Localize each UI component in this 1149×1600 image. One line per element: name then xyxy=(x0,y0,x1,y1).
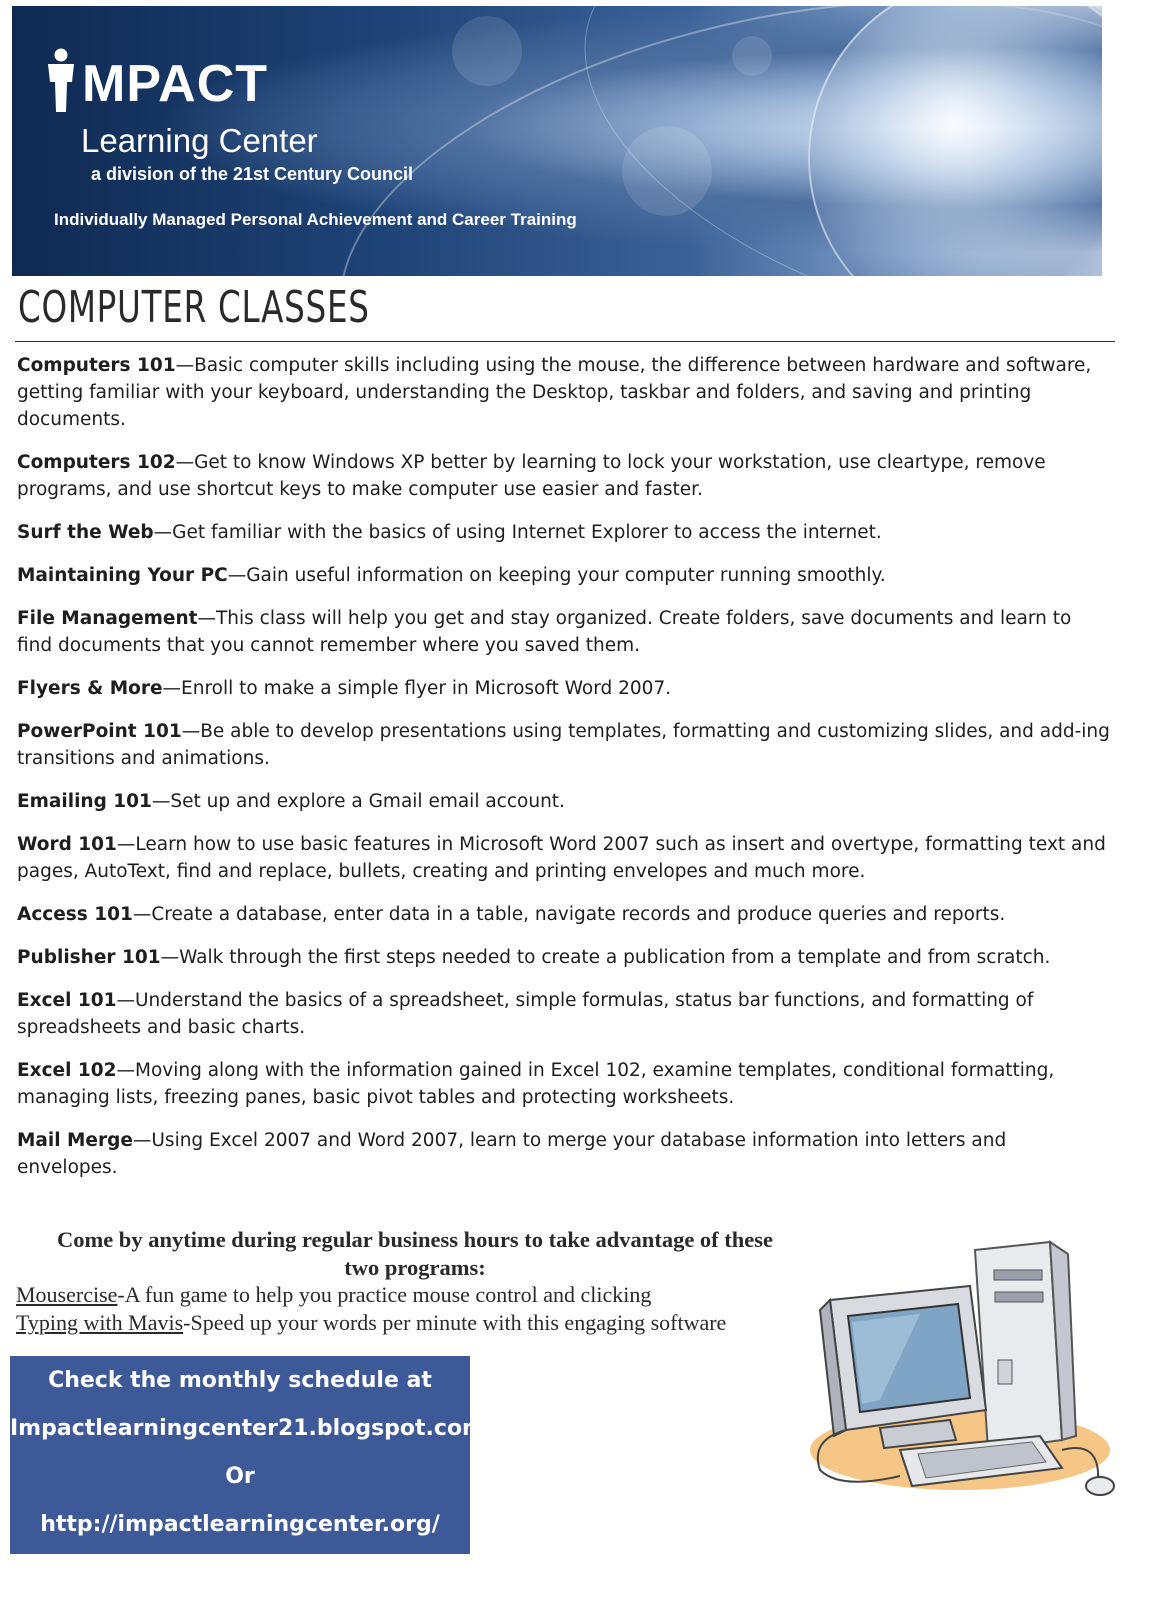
class-name: Flyers & More xyxy=(17,678,163,699)
class-list xyxy=(17,352,1112,1197)
header-banner xyxy=(12,6,1102,276)
schedule-or: Or xyxy=(225,1464,255,1489)
class-name: Excel 102 xyxy=(17,1060,117,1081)
class-description: —Get to know Windows XP better by learning to lock your workstation, use cleartype, remove programs, and use shortcut keys to make computer use easier and faster. xyxy=(17,452,1046,500)
class-item xyxy=(17,562,1112,589)
class-description: —Understand the basics of a spreadsheet, simple formulas, status bar functions, and formatting of spreadsheets and basic charts. xyxy=(17,990,1034,1038)
class-item xyxy=(17,987,1112,1041)
learning-center-title: Learning Center xyxy=(81,122,318,159)
program-name: Mousercise xyxy=(16,1282,118,1307)
blog-url: Impactlearningcenter21.blogspot.com xyxy=(10,1416,485,1441)
class-description: —Using Excel 2007 and Word 2007, learn to merge your database information into letters and envelopes. xyxy=(17,1130,1007,1178)
class-description: —Learn how to use basic features in Microsoft Word 2007 such as insert and overtype, formatting text and pages, AutoText, find and replace, bullets, creating and printing envelopes and much more. xyxy=(17,834,1106,882)
program-name: Typing with Mavis xyxy=(16,1310,184,1335)
class-name: Publisher 101 xyxy=(17,947,161,968)
class-description: —Get familiar with the basics of using Internet Explorer to access the internet. xyxy=(153,522,882,543)
class-description: —This class will help you get and stay organized. Create folders, save documents and learn to find documents that you cannot remember where you saved them. xyxy=(17,608,1072,656)
programs-heading xyxy=(20,1226,810,1282)
page-title: COMPUTER CLASSES xyxy=(18,282,370,333)
class-name: Surf the Web xyxy=(17,522,154,543)
program-description: -Speed up your words per minute with this engaging software xyxy=(183,1310,727,1335)
class-item xyxy=(17,1057,1112,1111)
program-item xyxy=(16,1310,726,1336)
class-item xyxy=(17,831,1112,885)
class-name: Computers 102 xyxy=(17,452,176,473)
programs-heading-line: two programs: xyxy=(344,1255,486,1280)
class-item xyxy=(17,519,1112,546)
class-item xyxy=(17,675,1112,702)
class-description: —Walk through the first steps needed to create a publication from a template and from scratch. xyxy=(160,947,1051,968)
class-item xyxy=(17,944,1112,971)
class-description: —Be able to develop presentations using templates, formatting and customizing slides, and add-ing transitions and animations. xyxy=(17,721,1110,769)
class-description: —Set up and explore a Gmail email account. xyxy=(151,791,565,812)
class-item xyxy=(17,901,1112,928)
class-description: —Moving along with the information gained in Excel 102, examine templates, conditional formatting, managing lists, freezing panes, basic pivot tables and protecting worksheets. xyxy=(17,1060,1055,1108)
class-name: Access 101 xyxy=(17,904,133,925)
division-subtitle: a division of the 21st Century Council xyxy=(91,164,414,184)
bokeh-light xyxy=(732,36,772,76)
class-item xyxy=(17,718,1112,772)
class-description: —Create a database, enter data in a table, navigate records and produce queries and reports. xyxy=(132,904,1006,925)
computer-illustration-icon xyxy=(800,1240,1130,1500)
class-name: Excel 101 xyxy=(17,990,117,1011)
class-item xyxy=(17,352,1112,433)
person-logo-icon xyxy=(46,48,76,114)
logo-text: MPACT xyxy=(82,55,269,113)
schedule-box xyxy=(10,1356,485,1554)
globe-graphic xyxy=(808,6,1102,276)
class-name: Maintaining Your PC xyxy=(17,565,228,586)
class-item xyxy=(17,1127,1112,1181)
class-item xyxy=(17,788,1112,815)
programs-heading-line: Come by anytime during regular business hours to take advantage of these xyxy=(56,1227,774,1252)
class-name: Computers 101 xyxy=(17,355,176,376)
bokeh-light xyxy=(622,126,712,216)
class-name: Mail Merge xyxy=(17,1130,133,1151)
class-name: PowerPoint 101 xyxy=(17,721,182,742)
program-item xyxy=(16,1282,651,1308)
website-url: http://impactlearningcenter.org/ xyxy=(40,1512,440,1537)
heading-divider xyxy=(15,341,1115,342)
class-description: —Basic computer skills including using the mouse, the difference between hardware and software, getting familiar with your keyboard, understanding the Desktop, taskbar and folders, and saving and printing documents. xyxy=(17,355,1092,430)
class-description: —Gain useful information on keeping your computer running smoothly. xyxy=(227,565,886,586)
tagline: Individually Managed Personal Achievement and Career Training xyxy=(54,210,577,229)
program-description: -A fun game to help you practice mouse control and clicking xyxy=(117,1282,652,1307)
bokeh-light xyxy=(452,16,522,86)
class-description: —Enroll to make a simple flyer in Microsoft Word 2007. xyxy=(162,678,672,699)
class-item xyxy=(17,449,1112,503)
class-item xyxy=(17,605,1112,659)
class-name: Emailing 101 xyxy=(17,791,152,812)
schedule-line: Check the monthly schedule at xyxy=(48,1368,432,1393)
class-name: Word 101 xyxy=(17,834,117,855)
class-name: File Management xyxy=(17,608,198,629)
